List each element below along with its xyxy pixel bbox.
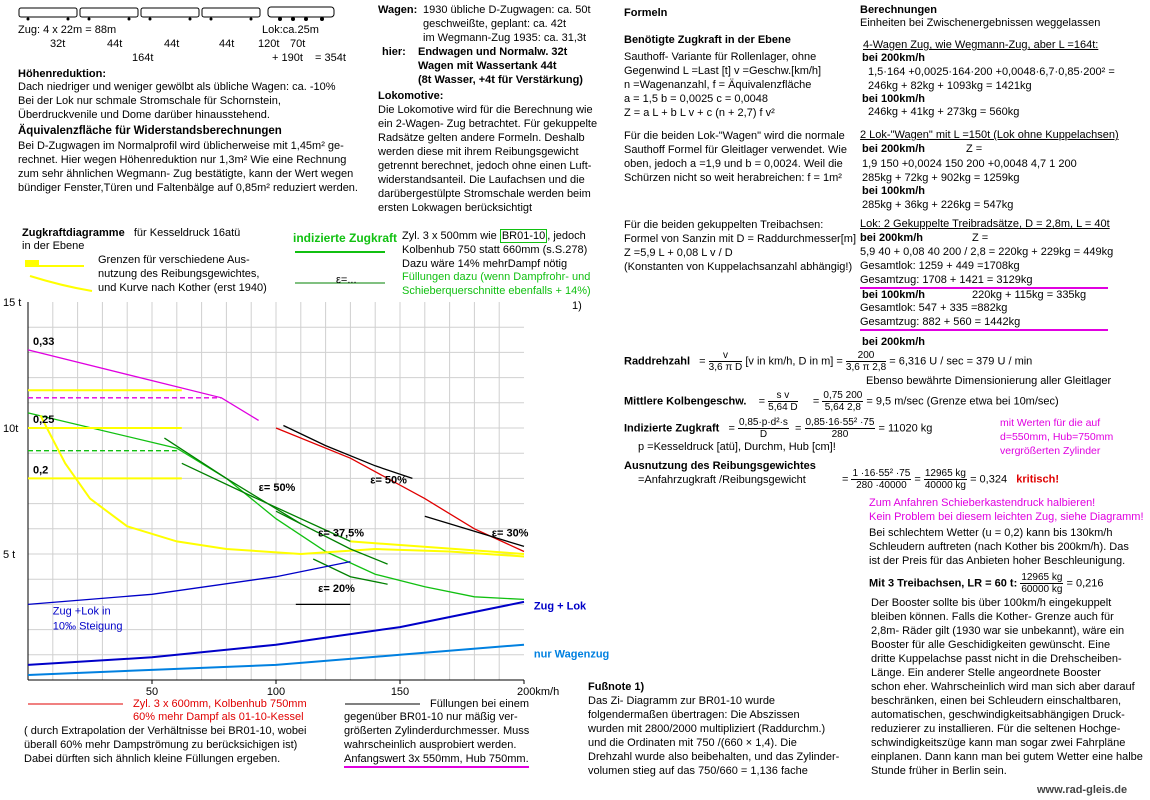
wetter-note: Bei schlechtem Wetter (u = 0,2) kann bis 130km/h Schleudern auftreten (nach Kother bis 200km/h). Das ist der Preis für das Anbieten hoher Beschleunigung.	[869, 527, 1129, 567]
weight-sum-cars: 164t	[132, 52, 154, 64]
website-link[interactable]: www.rad-gleis.de	[1037, 784, 1128, 796]
red-legend-line2: 60% mehr Dampf als 01-10-Kessel	[133, 711, 304, 723]
chart-axes	[3, 297, 559, 698]
train-length: Zug: 4 x 22m = 88m	[18, 24, 117, 36]
sauthoff-text: Sauthoff- Variante für Rollenlager, ohne Gegenwind L =Last [t] v =Geschw.[km/h] n =Wagenanzahl, f = Äquivalenzfläche a = 1,5 b = 0,0025 c = 0,0048 Z = a L + b L v + c (n + 2,7) f v²	[624, 51, 822, 119]
hier-label: hier:	[382, 46, 406, 58]
eps-dots: ε=...	[336, 274, 357, 286]
hoehen-text: Dach niedriger und weniger gewölbt als übliche Wagen: ca. -10% Bei der Lok nur schmale Stromschale für Schornstein, Überdruckvenile und Dome darüber hinausstehend.	[18, 81, 336, 121]
series-line-9	[350, 541, 524, 554]
fussnote-text: Das Zi- Diagramm zur BR01-10 wurde folgendermaßen übertragen: Die Abszissen wurden mit 2800/2000 multipliziert (Raddurchm.) und die Ordinaten mit 750 /(660 × 1,4). Die Drehzahl wurde also beibehalten, und das Zylinder- volumen stieg auf das 750/660 = 1,136 fache	[588, 695, 840, 777]
x-tick-label: 150	[390, 686, 410, 698]
magenta-note: Zum Anfahren Schieberkastendruck halbieren! Kein Problem bei diesem leichten Zug, siehe Diagramm!	[869, 497, 1144, 523]
hoehen-heading: Höhenreduktion:	[18, 68, 106, 80]
y-tick-label: 5 t	[3, 549, 16, 561]
diagram-title: Zugkraftdiagramme für Kesseldruck 16atü	[22, 227, 241, 239]
zyl-text: Zyl. 3 x 500mm wie BR01-10 , jedoch Kolbenhub 750 statt 660mm (s.S.278) Dazu wäre 14% mehrDampf nötig	[402, 230, 588, 270]
ausn-sub: =Anfahrzugkraft /Reibungsgewicht	[638, 474, 806, 486]
red-legend-line1: Zyl. 3 x 600mm, Kolbenhub 750mm	[133, 698, 307, 710]
ausn-label: Ausnutzung des Reibungsgewichtes	[624, 460, 816, 472]
weight-5: 120t	[258, 38, 280, 50]
loco-length: Lok:ca.25m	[262, 24, 319, 36]
l2-heading: 2 Lok-"Wagen" mit L =150t (Lok ohne Kuppelachsen)	[860, 129, 1119, 141]
chart-annotation-8: Zug +Lok in	[52, 605, 111, 618]
booster-note: Der Booster sollte bis über 100km/h eingekuppelt bleiben können. Falls die Kother- Grenze auch für 2,8m- Räder gilt (1930 war sie unbekannt), wäre ein Booster für alle Geschidigkeiten gewünscht. Eine dritte Kuppelachse passt nicht in die Drehscheiben- Länge. Ein anderer Stelle angeordnete Booster schon eher. Wahrscheinlich wird man sich aber darauf beschränken, einen bei Schleudern einschaltbaren, automatischen, geschwindigkeitsabhängigen Druck- reduzierer zu installieren. Für die seltenen Hochge- schwindigkeitszüge kann man sogar zwei Fahrpläne einplanen. Dann kann man bei gutem Wetter eine halbe Stunde früher in Berlin sein.	[871, 597, 1143, 777]
aequiv-text: Bei D-Zugwagen im Normalprofil wird üblicherweise mit 1,45m² ge- rechnet. Hier wegen Höhenreduktion nur 1,3m² Wie eine Rechnung zum sehr ähnlichen Wegmann- Zug bestätigte, kann der Wert wegen bündiger Fenster,Türen und Faltenbälge auf 0,85m² reduziert werden.	[18, 140, 358, 194]
ext-200-label: bei 200km/h	[862, 336, 925, 348]
fuell-right-text: gegenüber BR01-10 nur mäßig ver- größerten Zylinderdurchmesser. Muss wahrscheinlich ausprobiert werden. Anfangswert 3x 550mm, Hub 750mm.	[344, 710, 529, 768]
lok-200-eq: Z =	[972, 232, 989, 244]
l2-200-eq: Z =	[966, 143, 983, 155]
indiz-row: Indizierte Zugkraft = $\frac{\text{0,85·p·d²·s}}{D}$ = $\frac{\text{0,85·16·55² ·75}}{280}$ = 11020 kg	[624, 417, 933, 440]
berechnungen-heading: Berechnungen	[860, 4, 938, 16]
x-tick-label: 50	[145, 686, 159, 698]
aequiv-heading: Äquivalenzfläche für Widerstandsberechnungen	[18, 125, 282, 137]
kolben-row: Mittlere Kolbengeschw. = $\frac{\text{s v}}{5,64 D}$ = $\frac{0,75 200}{5,64 2,8}$ = 9,5 m/sec (Grenze etwa bei 10m/sec)	[624, 390, 1059, 413]
lokomotive-heading: Lokomotive:	[378, 90, 444, 102]
w4-100-label: bei 100km/h	[862, 93, 925, 105]
chart-annotation-0: 0,33	[32, 335, 55, 348]
chart-annotation-7: ε= 20%	[318, 582, 355, 595]
treib-text: Für die beiden gekuppelten Treibachsen: Formel von Sanzin mit D = Raddurchmesser[m] Z =5,9 L + 0,08 L v / D (Konstanten von Kuppelachsanzahl abhängig!)	[624, 219, 856, 273]
chart-annotation-3: ε= 50%	[258, 482, 296, 494]
w4-200-lines: 1,5·164 +0,0025·164·200 +0,0048·6,7·0,85·200² = 246kg + 82kg + 1093kg = 1421kg	[868, 66, 1115, 92]
raddreh-row: Raddrehzahl = $\frac{v}{\text{3,6 π D}}$ [v in km/h, D in m] = $\frac{200}{3,6 \pi 2,8}$ = 6,316 U / sec = 379 U / min	[624, 350, 1033, 373]
indiziert-label: indizierte Zugkraft	[293, 231, 398, 245]
x-tick-label: 200km/h	[517, 686, 560, 698]
footnote-mark: 1)	[572, 300, 582, 312]
yellow-legend-text: Grenzen für verschiedene Aus- nutzung des Reibungsgewichtes, und Kurve nach Kother (erst 1940)	[98, 254, 267, 294]
raddreh-note: Ebenso bewährte Dimensionierung aller Gleitlager	[866, 375, 1112, 387]
red-legend-note: ( durch Extrapolation der Verhältnisse bei BR01-10, wobei überall 60% mehr Dampströmung zu berücksichigen ist) Dabei dürften sich ähnlich kleine Füllungen ergeben.	[24, 725, 307, 765]
lok-200-label: bei 200km/h	[860, 232, 923, 244]
lokomotive-text: Die Lokomotive wird für die Berechnung wie ein 2-Wagen- Zug betrachtet. Für gekuppelte Radsätze gelten andere Formeln. Deshalb werden diese mit ihrem Reibungsgewicht getrennt berechnet, jedoch ohne einen Luft- widerstandsanteil. Die Laufachsen und die darübergestülpte Stromschale werden beim ersten Lokwagen berücksichtigt	[378, 104, 598, 214]
weight-6: 70t	[290, 38, 306, 50]
diagram-subtitle: in der Ebene	[22, 240, 85, 252]
series-line-17	[28, 562, 350, 605]
yellow-legend-swatch	[22, 258, 97, 294]
lok-gesamt-100: Gesamtzug: 882 + 560 = 1442kg	[860, 316, 1108, 331]
traction-chart	[0, 290, 620, 700]
indiz-sub: p =Kesseldruck [atü], Durchm, Hub [cm]!	[638, 441, 836, 453]
series-line-12	[164, 438, 300, 524]
chart-annotation-9: 10‰ Steigung	[52, 620, 123, 633]
y-tick-label: 10t	[3, 423, 19, 435]
treib3-row: Mit 3 Treibachsen, LR = 60 t: $\frac{12965 kg}{60000 kg}$ = 0,216	[869, 572, 1104, 595]
fussnote-heading: Fußnote 1)	[588, 681, 645, 693]
zugkraft-heading: Benötigte Zugkraft in der Ebene	[624, 34, 791, 46]
black-legend-line	[345, 700, 425, 708]
wagen-text: 1930 übliche D-Zugwagen: ca. 50t geschweißte, geplant: ca. 42t im Wegmann-Zug 1935: ca. 31,3t	[423, 4, 591, 44]
fuell-text: Füllungen dazu (wenn Dampfrohr- und Schieberquerschnitte ebenfalls + 14%)	[402, 271, 591, 297]
wagen-label: Wagen:	[378, 4, 418, 16]
chart-annotation-11: nur Wagenzug	[533, 648, 610, 661]
train-silhouette-icon	[18, 4, 340, 26]
x-tick-label: 100	[266, 686, 286, 698]
weight-3: 44t	[164, 38, 180, 50]
chart-annotation-6: ε= 30%	[491, 527, 529, 540]
y-tick-label: 15 t	[3, 297, 22, 309]
l2-200-label: bei 200km/h	[862, 143, 925, 155]
berechnungen-sub: Einheiten bei Zwischenergebnissen weggelassen	[860, 17, 1101, 29]
weight-total: = 354t	[315, 52, 346, 64]
lok-100-label: bei 100km/h	[862, 289, 925, 301]
fuell-right-0: Füllungen bei einem	[430, 698, 530, 710]
l2-100-label: bei 100km/h	[862, 185, 925, 197]
lok-heading: Lok: 2 Gekuppelte Treibradsätze, D = 2,8m, L = 40t	[860, 218, 1110, 230]
chart-annotations	[33, 336, 609, 660]
chart-annotation-10: Zug + Lok	[533, 600, 587, 613]
l2-100-line: 285kg + 36kg + 226kg = 547kg	[862, 199, 1014, 211]
weight-4: 44t	[219, 38, 235, 50]
formeln-heading: Formeln	[624, 7, 668, 19]
lok-200-lines: 5,9 40 + 0,08 40 200 / 2,8 = 220kg + 229kg = 449kg Gesamtlok: 1259 + 449 =1708kg	[860, 246, 1114, 272]
weight-1: 32t	[50, 38, 66, 50]
series-line-0	[28, 350, 259, 421]
w4-100-line: 246kg + 41kg + 273kg = 560kg	[868, 106, 1020, 118]
chart-annotation-1: 0,25	[32, 413, 55, 426]
indiz-note: mit Werten für die auf d=550mm, Hub=750mm vergrößerten Zylinder	[1000, 417, 1114, 457]
w4-200-label: bei 200km/h	[862, 52, 925, 64]
lok-gesamt-200: Gesamtzug: 1708 + 1421 = 3129kg	[860, 274, 1108, 289]
weight-2: 44t	[107, 38, 123, 50]
lok-100-right: 220kg + 115kg = 335kg	[972, 289, 1087, 301]
chart-annotation-2: 0,2	[32, 464, 49, 477]
red-legend-line	[28, 700, 128, 708]
lok-wagen-text: Für die beiden Lok-"Wagen" wird die normale Sauthoff Formel für Gleitlager verwendet. Wie oben, jedoch a =1,9 und b = 0,0024. Weil die Schürzen nicht so weit herabreichen: f = 1m²	[624, 130, 847, 184]
ausn-calc: = $\frac{\text{1 ·16·55² ·75}}{280 \cdot 40000}$ = $\frac{12965 kg}{40000 kg}$ = 0,324 kritisch!	[842, 468, 1060, 491]
w4-heading: 4-Wagen Zug, wie Wegmann-Zug, aber L =164t:	[863, 39, 1099, 51]
series-line-10	[283, 426, 412, 479]
hier-text: Endwagen und Normalw. 32t Wagen mit Wassertank 44t (8t Wasser, +4t für Verstärkung)	[418, 46, 583, 86]
l2-200-lines: 1,9 150 +0,0024 150 200 +0,0048 4,7 1 200 285kg + 72kg + 902kg = 1259kg	[862, 158, 1077, 184]
chart-annotation-5: ε= 37,5%	[318, 527, 365, 540]
lok-100-line: Gesamtlok: 547 + 335 =882kg	[860, 302, 1008, 314]
weight-sum-loco: + 190t	[272, 52, 303, 64]
chart-annotation-4: ε= 50%	[370, 474, 407, 487]
